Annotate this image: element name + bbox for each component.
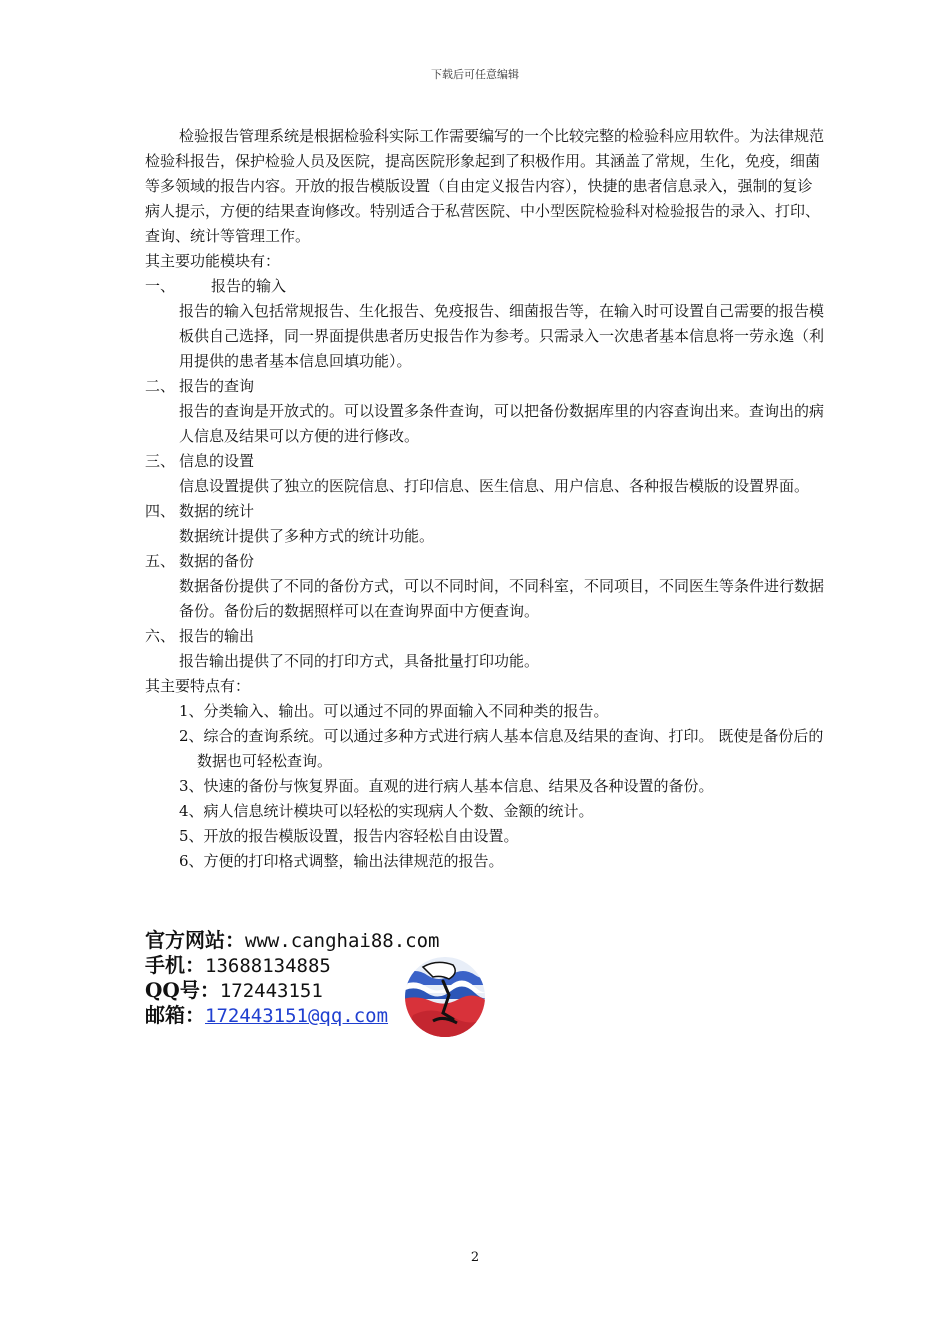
email-link[interactable]: 172443151@qq.com [205, 1005, 389, 1027]
document-body [145, 124, 825, 874]
module-number: 一、 [145, 277, 176, 295]
module-title: 报告的输出 [179, 627, 255, 645]
module-1 [145, 274, 825, 374]
page-number: 2 [470, 1250, 480, 1265]
module-5 [145, 549, 825, 624]
module-number: 六、 [145, 627, 176, 645]
site-label: 官方网站： [145, 928, 245, 952]
intro-paragraph: 检验报告管理系统是根据检验科实际工作需要编写的一个比较完整的检验科应用软件。为法律规范检验科报告，保护检验人员及医院，提高医院形象起到了积极作用。其涵盖了常规，生化，免疫，细菌等多领域的报告内容。开放的报告模版设置（自由定义报告内容），快捷的患者信息录入，强制的复诊病人提示，方便的结果查询修改。特别适合于私营医院、中小型医院检验科对检验报告的录入、打印、查询、统计等管理工作。 [145, 127, 825, 245]
module-title: 信息的设置 [179, 452, 255, 470]
module-number: 五、 [145, 552, 176, 570]
site-link[interactable]: www.canghai88.com [245, 930, 440, 952]
modules-title: 其主要功能模块有： [145, 252, 281, 270]
module-body: 数据统计提供了多种方式的统计功能。 [179, 527, 435, 545]
contact-site-row [145, 928, 439, 953]
feature-item: 4、病人信息统计模块可以轻松的实现病人个数、金额的统计。 [179, 802, 594, 820]
module-title: 报告的输入 [211, 277, 287, 295]
feature-item: 6、方便的打印格式调整，输出法律规范的报告。 [179, 852, 504, 870]
module-title: 数据的备份 [179, 552, 255, 570]
module-title: 数据的统计 [179, 502, 255, 520]
email-label: 邮箱： [145, 1003, 205, 1027]
contact-block [145, 928, 439, 1028]
feature-item: 1、分类输入、输出。可以通过不同的界面输入不同种类的报告。 [179, 702, 609, 720]
module-number: 四、 [145, 502, 176, 520]
module-4 [145, 499, 825, 549]
features-title: 其主要特点有： [145, 677, 251, 695]
qq-label: QQ号： [145, 978, 220, 1002]
page-header: 下载后可任意编辑 [431, 68, 519, 81]
qq-value: 172443151 [219, 980, 323, 1002]
feature-item: 3、快速的备份与恢复界面。直观的进行病人基本信息、结果及各种设置的备份。 [179, 777, 714, 795]
module-number: 三、 [145, 452, 176, 470]
module-body: 报告的输入包括常规报告、生化报告、免疫报告、细菌报告等，在输入时可设置自己需要的报告模板供自己选择，同一界面提供患者历史报告作为参考。只需录入一次患者基本信息将一劳永逸（利用提供的患者基本信息回填功能）。 [179, 302, 825, 370]
phone-label: 手机： [145, 953, 205, 977]
company-logo-icon [403, 955, 487, 1039]
module-body: 报告输出提供了不同的打印方式，具备批量打印功能。 [179, 652, 540, 670]
module-6 [145, 624, 825, 674]
module-2 [145, 374, 825, 449]
module-number: 二、 [145, 377, 176, 395]
module-3 [145, 449, 825, 499]
contact-qq-row [145, 978, 439, 1003]
contact-phone-row [145, 953, 439, 978]
module-body: 报告的查询是开放式的。可以设置多条件查询，可以把备份数据库里的内容查询出来。查询出的病人信息及结果可以方便的进行修改。 [179, 402, 825, 445]
feature-item: 5、开放的报告模版设置，报告内容轻松自由设置。 [179, 827, 519, 845]
feature-item: 2、综合的查询系统。可以通过多种方式进行病人基本信息及结果的查询、打印。 既使是备份后的数据也可轻松查询。 [179, 727, 824, 770]
module-body: 信息设置提供了独立的医院信息、打印信息、医生信息、用户信息、各种报告模版的设置界面。 [179, 477, 810, 495]
module-title: 报告的查询 [179, 377, 255, 395]
contact-email-row [145, 1003, 439, 1028]
phone-value: 13688134885 [205, 955, 331, 977]
module-body: 数据备份提供了不同的备份方式，可以不同时间，不同科室，不同项目，不同医生等条件进行数据备份。备份后的数据照样可以在查询界面中方便查询。 [179, 577, 825, 620]
